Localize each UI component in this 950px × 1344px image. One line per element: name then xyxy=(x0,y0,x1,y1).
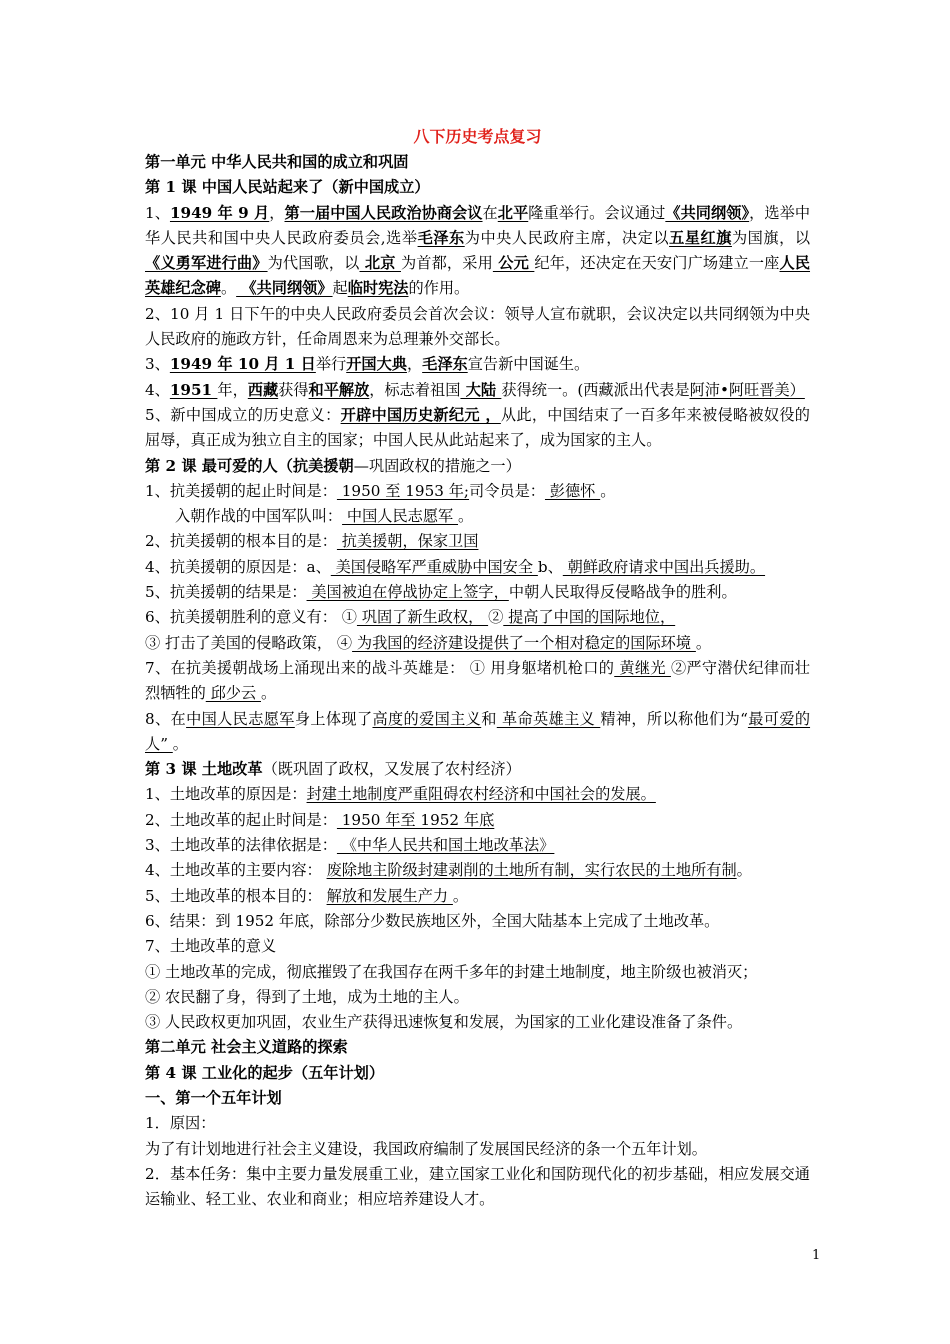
lesson-1-point-1: 1、1949 年 9 月，第一届中国人民政治协商会议在北平隆重举行。会议通过《共同纲领》，选举中华人民共和国中央人民政府委员会,选举毛泽东为中央人民政府主席，决定以五星红旗为国旗，以《义勇军进行曲》为代国歌，以 北京 为首都，采用 公元 纪年，还决定在天安门广场建立一座人民英雄纪念碑。 《共同纲领》起临时宪法的作用。 xyxy=(145,203,811,298)
lesson-4-point-1-text: 为了有计划地进行社会主义建设，我国政府编制了发展国民经济的条一个五年计划。 xyxy=(145,1139,707,1158)
lesson-2-point-7: 7、在抗美援朝战场上涌现出来的战斗英雄是： ① 用身躯堵机枪口的 黄继光 ②严守潜伏纪律而壮烈牺牲的 邱少云 。 xyxy=(145,658,810,703)
lesson-4-point-1: 1．原因： xyxy=(145,1114,216,1133)
lesson-2-point-5: 5、抗美援朝的结果是： 美国被迫在停战协定上签字，中朝人民取得反侵略战争的胜利。 xyxy=(145,583,737,602)
unit-2-heading: 第二单元 社会主义道路的探索 xyxy=(145,1038,348,1057)
lesson-3-significance-1: ① 土地改革的完成，彻底摧毁了在我国存在两千多年的封建土地制度，地主阶级也被消灭； xyxy=(145,962,758,981)
lesson-3-point-5: 5、土地改革的根本目的： 解放和发展生产力 。 xyxy=(145,886,469,905)
lesson-1-point-5: 5、新中国成立的历史意义：开辟中国历史新纪元 ，从此，中国结束了一百多年来被侵略被奴役的屈辱，真正成为独立自主的国家；中国人民从此站起来了，成为国家的主人。 xyxy=(145,405,810,450)
lesson-3-point-6: 6、结果：到 1952 年底，除部分少数民族地区外，全国大陆基本上完成了土地改革。 xyxy=(145,911,720,930)
unit-1-heading: 第一单元 中华人民共和国的成立和巩固 xyxy=(145,153,409,171)
lesson-1-point-3: 3、1949 年 10 月 1 日举行开国大典，毛泽东宣告新中国诞生。 xyxy=(145,355,590,374)
lesson-3-heading: 第 3 课 土地改革（既巩固了政权，又发展了农村经济） xyxy=(145,760,521,779)
lesson-2-point-4: 4、抗美援朝的原因是：a、 美国侵略军严重威胁中国安全 b、 朝鲜政府请求中国出兵援助。 xyxy=(145,557,766,576)
lesson-3-point-3: 3、土地改革的法律依据是： 《中华人民共和国土地改革法》 xyxy=(145,836,555,855)
lesson-3-point-1: 1、土地改革的原因是：封建土地制度严重阻碍农村经济和中国社会的发展。 xyxy=(145,785,656,804)
lesson-3-significance-3: ③ 人民政权更加巩固，农业生产获得迅速恢复和发展，为国家的工业化建设准备了条件。 xyxy=(145,1013,743,1032)
lesson-2-point-6: 6、抗美援朝胜利的意义有： ① 巩固了新生政权， ② 提高了中国的国际地位， xyxy=(145,608,676,627)
lesson-1-point-2: 2、10 月 1 日下午的中央人民政府委员会首次会议：领导人宣布就职，会议决定以共同纲领为中央人民政府的施政方针，任命周恩来为总理兼外交部长。 xyxy=(145,304,810,349)
page-number: 1 xyxy=(812,1248,821,1263)
lesson-1-heading: 第 1 课 中国人民站起来了（新中国成立） xyxy=(145,178,430,197)
lesson-3-point-7: 7、土地改革的意义 xyxy=(145,937,277,956)
document-title: 八下历史考点复习 xyxy=(413,127,542,146)
lesson-3-point-4: 4、土地改革的主要内容： 废除地主阶级封建剥削的土地所有制，实行农民的土地所有制。 xyxy=(145,861,752,880)
lesson-4-subheading: 一、第一个五年计划 xyxy=(145,1088,282,1107)
lesson-2-heading: 第 2 课 最可爱的人（抗美援朝—巩固政权的措施之一） xyxy=(145,456,521,475)
lesson-2-point-1b: 入朝作战的中国军队叫： 中国人民志愿军 。 xyxy=(175,507,474,526)
lesson-2-point-2: 2、抗美援朝的根本目的是： 抗美援朝，保家卫国 xyxy=(145,532,479,551)
lesson-1-point-4: 4、1951 年，西藏获得和平解放，标志着祖国 大陆 获得统一。(西藏派出代表是阿沛•阿旺晋美） xyxy=(145,380,805,399)
lesson-2-point-8: 8、在中国人民志愿军身上体现了高度的爱国主义和 革命英雄主义 精神，所以称他们为“最可爱的人” 。 xyxy=(145,709,811,753)
lesson-4-point-2: 2．基本任务：集中主要力量发展重工业，建立国家工业化和国防现代化的初步基础，相应发展交通运输业、轻工业、农业和商业；相应培养建设人才。 xyxy=(145,1164,810,1209)
document-body xyxy=(145,124,810,1212)
lesson-2-point-6b: ③ 打击了美国的侵略政策， ④ 为我国的经济建设提供了一个相对稳定的国际环境 。 xyxy=(145,633,712,652)
lesson-3-point-2: 2、土地改革的起止时间是： 1950 年至 1952 年底 xyxy=(145,810,495,829)
lesson-3-significance-2: ② 农民翻了身，得到了土地，成为土地的主人。 xyxy=(145,987,469,1006)
lesson-2-point-1: 1、抗美援朝的起止时间是： 1950 至 1953 年;司令员是： 彭德怀 。 xyxy=(145,481,616,500)
lesson-4-heading: 第 4 课 工业化的起步（五年计划） xyxy=(145,1063,385,1082)
